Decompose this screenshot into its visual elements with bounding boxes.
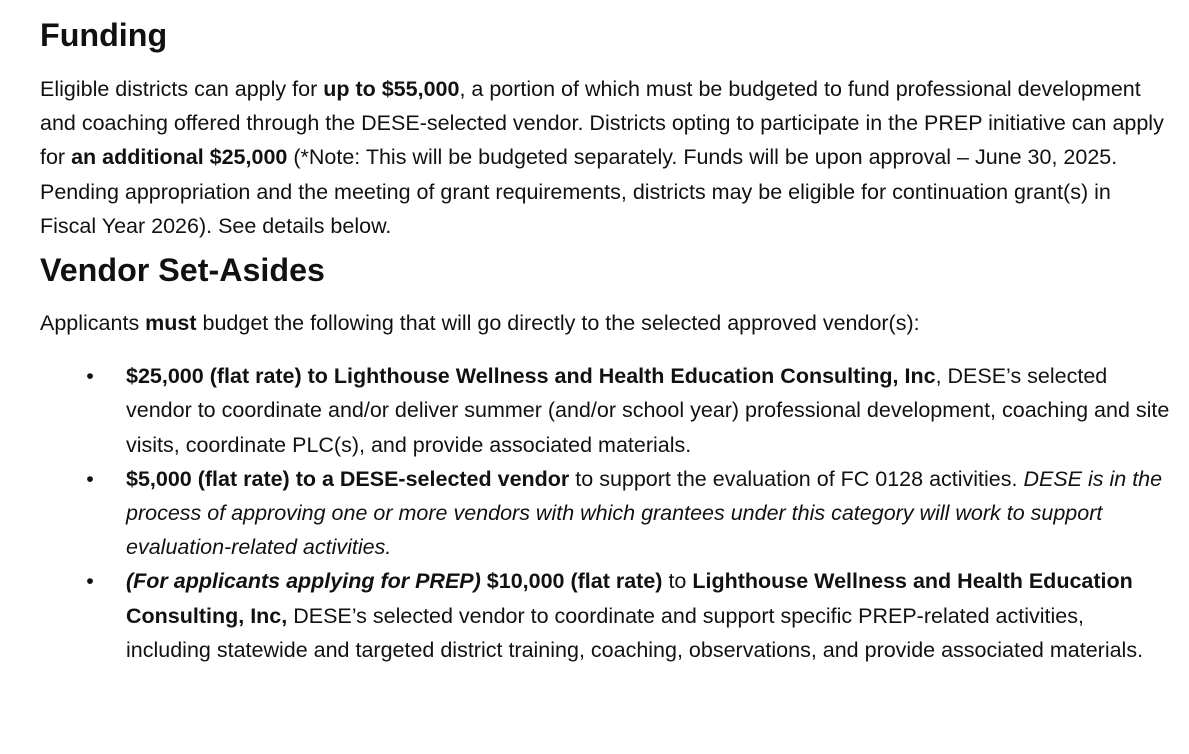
bullet-icon: • — [86, 569, 94, 594]
vendor-intro-text-2: budget the following that will go directly to the selected approved vendor(s): — [196, 311, 920, 336]
bullet-icon: • — [86, 466, 94, 491]
vendor-intro-paragraph — [40, 306, 1170, 340]
list-item — [40, 462, 1170, 565]
vendor-set-aside-list — [40, 359, 1170, 667]
item2-italic-note: DESE is in the process of approving one or more vendors with which grantees under this category will work to support evaluation-related activities. — [126, 466, 1163, 560]
item2-bold: $5,000 (flat rate) to a DESE-selected vendor — [126, 466, 570, 491]
document-body — [40, 18, 1170, 667]
item3-amount-bold: $10,000 (flat rate) — [486, 569, 663, 594]
item3-text-1: to — [662, 569, 693, 594]
funding-paragraph — [40, 72, 1170, 243]
item3-vendor-bold: Lighthouse Wellness and Health Education Consulting, Inc, — [126, 569, 1133, 628]
item1-text: , DESE’s selected vendor to coordinate and/or deliver summer (and/or school year) professional development, coaching and site visits, coordinate PLC(s), and provide associated materials. — [126, 364, 1170, 457]
list-item — [40, 359, 1170, 462]
item3-prep-note: (For applicants applying for PREP) — [126, 569, 481, 594]
item1-bold: $25,000 (flat rate) to Lighthouse Wellness and Health Education Consulting, Inc — [126, 364, 936, 389]
vendor-intro-text-1: Applicants — [40, 311, 146, 336]
funding-text-2: , a portion of which must be budgeted to fund professional development and coaching offered through the DESE-selected vendor. Districts opting to participate in the PREP initiative can apply for — [40, 77, 1164, 170]
bullet-icon: • — [86, 364, 94, 389]
funding-heading: Funding — [40, 17, 168, 53]
vendor-intro-must: must — [145, 311, 197, 336]
funding-amount-bold: up to $55,000 — [323, 77, 460, 101]
item2-text: to support the evaluation of FC 0128 activities. — [569, 466, 1024, 491]
item3-text-2: DESE’s selected vendor to coordinate and support specific PREP-related activities, including statewide and targeted district training, coaching, observations, and provide associated materials. — [126, 603, 1144, 662]
funding-text-3: (*Note: This will be budgeted separately. Funds will be upon approval – June 30, 2025. Pending appropriation and the meeting of grant requirements, districts may be eligible for continuation grant(s) in Fiscal Year 2026). See details below. — [40, 145, 1118, 238]
vendor-set-asides-heading: Vendor Set-Asides — [40, 252, 325, 289]
funding-additional-bold: an additional $25,000 — [71, 145, 288, 170]
funding-text-1: Eligible districts can apply for — [40, 77, 324, 101]
list-item — [40, 564, 1170, 667]
